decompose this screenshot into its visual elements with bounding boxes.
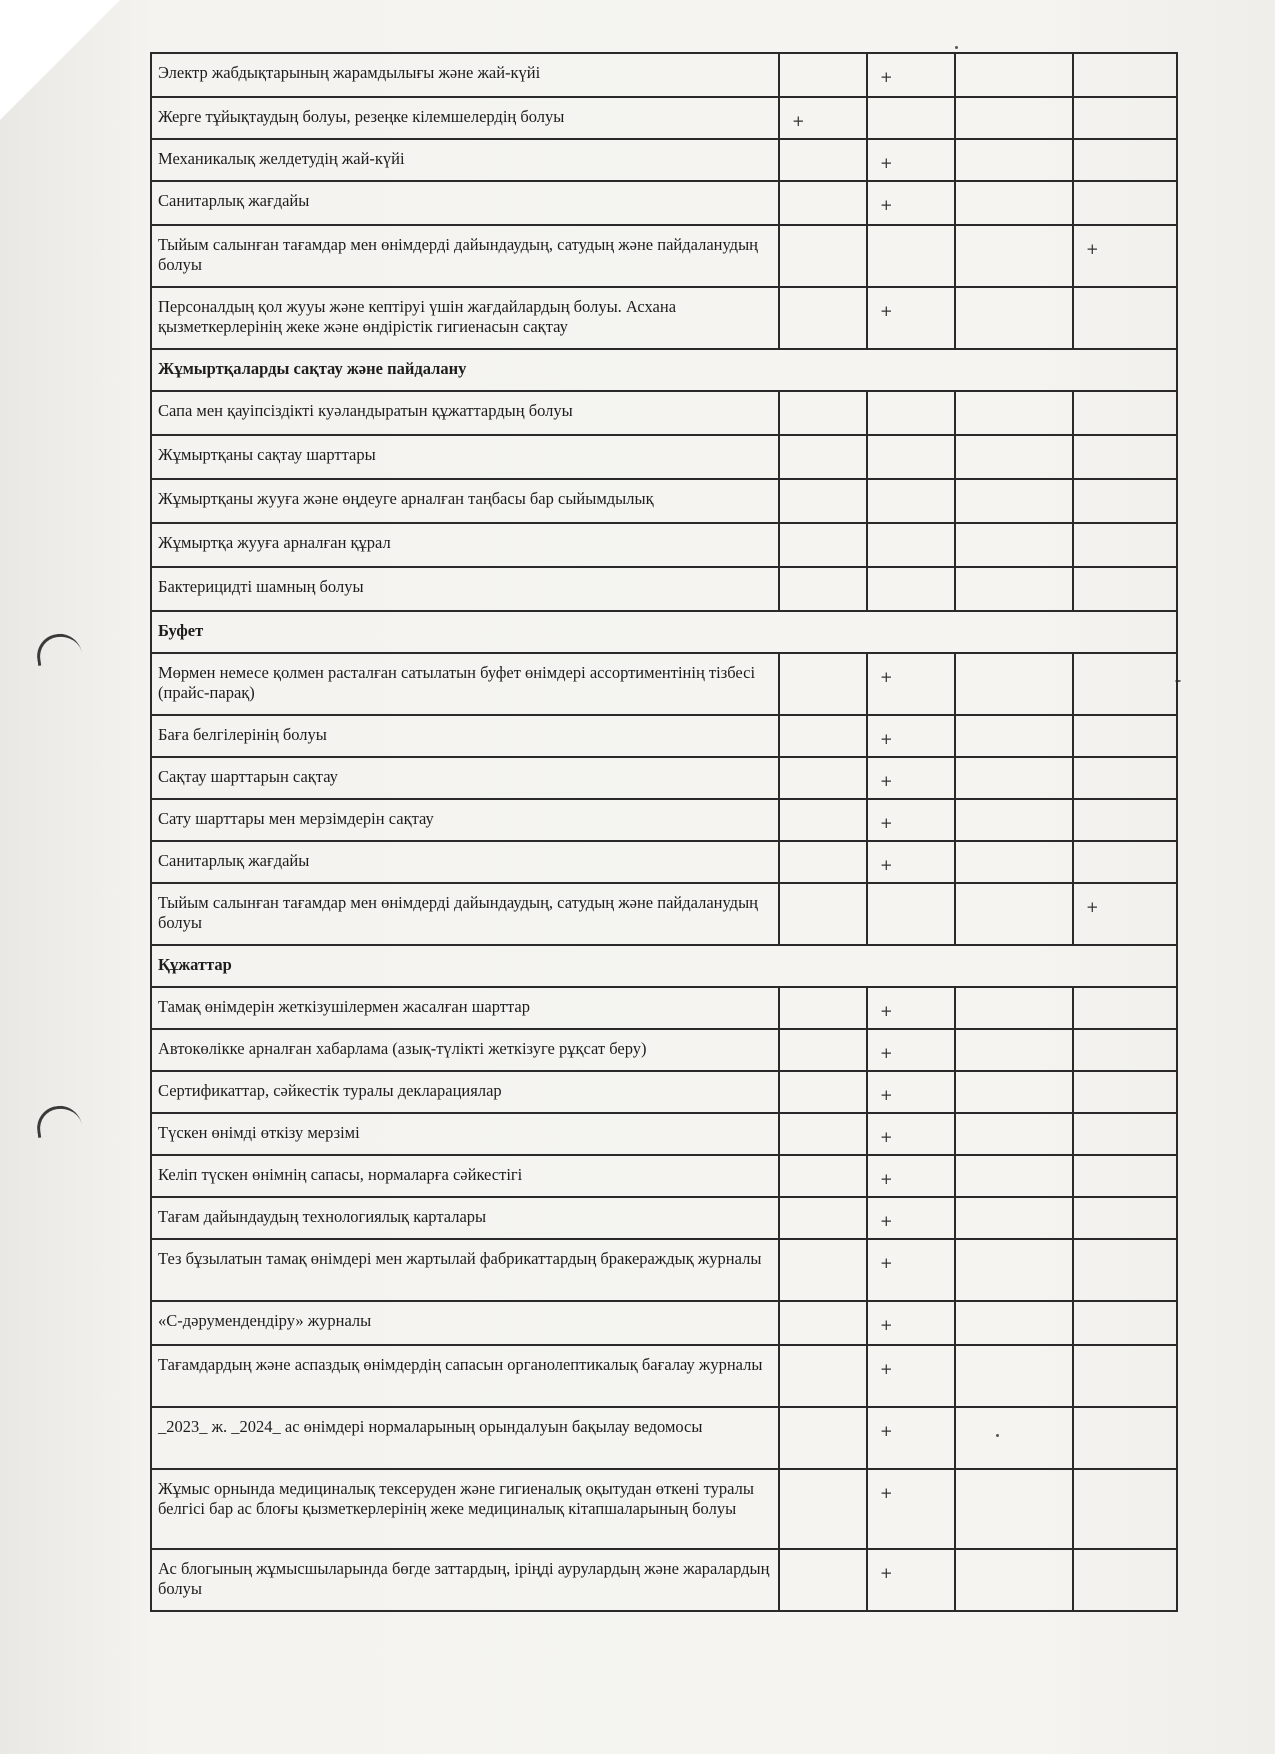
mark-cell-3 [954, 98, 1072, 138]
table-row [152, 1468, 1176, 1548]
mark-cell-1 [778, 716, 866, 756]
mark-cell-1 [778, 1346, 866, 1406]
section-heading-row [152, 348, 1176, 390]
mark-cell-3 [954, 654, 1072, 714]
folded-corner [0, 0, 120, 120]
mark-cell-1 [778, 842, 866, 882]
mark-cell-4 [1072, 480, 1176, 522]
mark-cell-4 [1072, 392, 1176, 434]
mark-cell-4 [1072, 1156, 1176, 1196]
mark-value: + [880, 154, 893, 172]
table-row [152, 52, 1176, 96]
mark-cell-1 [778, 988, 866, 1028]
mark-cell-4 [1072, 1198, 1176, 1238]
mark-cell-2 [866, 182, 954, 224]
mark-cell-2 [866, 98, 954, 138]
mark-cell-2 [866, 226, 954, 286]
table-row [152, 522, 1176, 566]
mark-cell-1 [778, 54, 866, 96]
row-label: Жерге тұйықтаудың болуы, резеңке кілемшелердің болуы [158, 107, 565, 126]
mark-cell-1 [778, 288, 866, 348]
mark-cell-3 [954, 1240, 1072, 1300]
mark-cell-1 [778, 98, 866, 138]
mark-cell-1 [778, 1302, 866, 1344]
row-label: «С-дәрумендендіру» журналы [158, 1311, 372, 1330]
mark-value: + [880, 196, 893, 214]
row-label: Жұмыртқаны сақтау шарттары [158, 445, 376, 464]
mark-cell-1 [778, 524, 866, 566]
table-row [152, 1196, 1176, 1238]
row-label: Мөрмен немесе қолмен расталған сатылатын буфет өнімдері ассортиментінің тізбесі (прайс-парақ) [158, 663, 756, 702]
table-row [152, 1154, 1176, 1196]
mark-cell-4 [1072, 1072, 1176, 1112]
mark-cell-1 [778, 654, 866, 714]
mark-cell-4 [1072, 1240, 1176, 1300]
table-row [152, 882, 1176, 944]
mark-cell-4 [1072, 568, 1176, 610]
mark-value: + [880, 1212, 893, 1230]
mark-cell-2 [866, 1030, 954, 1070]
mark-cell-4 [1072, 1302, 1176, 1344]
mark-cell-2 [866, 654, 954, 714]
row-label: Сертификаттар, сәйкестік туралы декларациялар [158, 1081, 502, 1100]
mark-cell-4 [1072, 1114, 1176, 1154]
mark-cell-2 [866, 842, 954, 882]
mark-cell-2 [866, 524, 954, 566]
mark-cell-3 [954, 800, 1072, 840]
mark-cell-3 [954, 1114, 1072, 1154]
table-row [152, 138, 1176, 180]
mark-cell-3 [954, 288, 1072, 348]
mark-cell-1 [778, 1550, 866, 1610]
table-row [152, 798, 1176, 840]
row-label: Тағам дайындаудың технологиялық карталары [158, 1207, 487, 1226]
mark-cell-3 [954, 140, 1072, 180]
table-row [152, 1112, 1176, 1154]
mark-value: + [880, 730, 893, 748]
mark-cell-4 [1072, 1030, 1176, 1070]
mark-cell-4 [1072, 98, 1176, 138]
mark-cell-4 [1072, 1550, 1176, 1610]
mark-cell-4 [1072, 988, 1176, 1028]
section-heading-row [152, 610, 1176, 652]
mark-cell-4 [1072, 140, 1176, 180]
row-label: Сату шарттары мен мерзімдерін сақтау [158, 809, 434, 828]
table-row [152, 434, 1176, 478]
mark-cell-3 [954, 988, 1072, 1028]
mark-value: + [880, 1484, 893, 1502]
mark-cell-3 [954, 226, 1072, 286]
row-label: Электр жабдықтарының жарамдылығы және жай-күйі [158, 63, 541, 82]
mark-cell-4 [1072, 800, 1176, 840]
mark-value: + [880, 1422, 893, 1440]
mark-value: + [880, 1170, 893, 1188]
mark-value: + [880, 1254, 893, 1272]
checklist-table [150, 52, 1178, 1612]
mark-cell-1 [778, 1240, 866, 1300]
mark-cell-3 [954, 1030, 1072, 1070]
row-label: Автокөлікке арналған хабарлама (азық-түлікті жеткізуге рұқсат беру) [158, 1039, 647, 1058]
mark-cell-1 [778, 1114, 866, 1154]
row-label: Тыйым салынған тағамдар мен өнімдерді дайындаудың, сатудың және пайдаланудың болуы [158, 893, 758, 932]
row-label: Тыйым салынған тағамдар мен өнімдерді дайындаудың, сатудың және пайдаланудың болуы [158, 235, 758, 274]
mark-value: + [880, 1128, 893, 1146]
mark-cell-3 [954, 758, 1072, 798]
mark-value: + [880, 1044, 893, 1062]
section-title-buffet: Буфет [158, 621, 204, 640]
table-row [152, 478, 1176, 522]
mark-cell-3 [954, 524, 1072, 566]
mark-value: + [880, 772, 893, 790]
mark-cell-2 [866, 1550, 954, 1610]
table-row [152, 1028, 1176, 1070]
mark-cell-2 [866, 54, 954, 96]
row-label: Ас блогының жұмысшыларында бөгде заттардың, іріңді аурулардың және жаралардың болуы [158, 1559, 770, 1598]
section-title-documents: Құжаттар [158, 955, 232, 974]
row-label: Келіп түскен өнімнің сапасы, нормаларға сәйкестігі [158, 1165, 523, 1184]
table-row [152, 180, 1176, 224]
mark-cell-4 [1072, 54, 1176, 96]
row-label: Сақтау шарттарын сақтау [158, 767, 338, 786]
mark-cell-2 [866, 436, 954, 478]
table-row [152, 96, 1176, 138]
mark-cell-3 [954, 480, 1072, 522]
table-row [152, 714, 1176, 756]
table-row [152, 224, 1176, 286]
mark-cell-2 [866, 1470, 954, 1548]
row-label: Санитарлық жағдайы [158, 851, 310, 870]
mark-value: + [792, 112, 805, 130]
mark-value: + [880, 1086, 893, 1104]
mark-cell-1 [778, 392, 866, 434]
table-row [152, 566, 1176, 610]
mark-value: + [880, 68, 893, 86]
scan-speck [955, 46, 958, 49]
mark-cell-2 [866, 1114, 954, 1154]
mark-cell-3 [954, 436, 1072, 478]
mark-cell-4 [1072, 1346, 1176, 1406]
row-label: Бактерицидті шамның болуы [158, 577, 364, 596]
mark-value: + [1086, 240, 1099, 258]
mark-cell-1 [778, 1156, 866, 1196]
mark-cell-3 [954, 1346, 1072, 1406]
table-row [152, 1238, 1176, 1300]
mark-cell-1 [778, 884, 866, 944]
mark-value: + [880, 1360, 893, 1378]
mark-value: + [880, 856, 893, 874]
table-row [152, 756, 1176, 798]
mark-cell-1 [778, 1470, 866, 1548]
mark-cell-2 [866, 1156, 954, 1196]
table-row [152, 1070, 1176, 1112]
mark-cell-4 [1072, 716, 1176, 756]
mark-cell-2 [866, 1240, 954, 1300]
table-row [152, 1406, 1176, 1468]
table-row [152, 390, 1176, 434]
mark-cell-1 [778, 480, 866, 522]
mark-value: + [880, 302, 893, 320]
table-row [152, 652, 1176, 714]
mark-cell-3 [954, 1302, 1072, 1344]
mark-cell-2 [866, 1302, 954, 1344]
mark-cell-1 [778, 182, 866, 224]
mark-cell-3 [954, 1072, 1072, 1112]
mark-cell-2 [866, 758, 954, 798]
mark-cell-2 [866, 1346, 954, 1406]
mark-cell-1 [778, 226, 866, 286]
mark-cell-4 [1072, 226, 1176, 286]
row-label: Персоналдың қол жууы және кептіруі үшін жағдайлардың болуы. Асхана қызметкерлерінің жеке және өндірістік гигиенасын сақтау [158, 297, 677, 336]
mark-cell-4 [1072, 654, 1176, 714]
mark-cell-2 [866, 392, 954, 434]
mark-cell-3 [954, 1198, 1072, 1238]
mark-cell-1 [778, 436, 866, 478]
row-label: Тағамдардың және аспаздық өнімдердің сапасын органолептикалық бағалау журналы [158, 1355, 763, 1374]
mark-cell-1 [778, 1030, 866, 1070]
mark-cell-4 [1072, 524, 1176, 566]
mark-cell-2 [866, 988, 954, 1028]
mark-value: + [880, 814, 893, 832]
mark-value: + [880, 1316, 893, 1334]
mark-cell-4 [1072, 436, 1176, 478]
row-label: Механикалық желдетудің жай-күйі [158, 149, 405, 168]
mark-cell-2 [866, 1072, 954, 1112]
mark-value: + [1086, 898, 1099, 916]
mark-cell-1 [778, 758, 866, 798]
mark-cell-1 [778, 800, 866, 840]
mark-cell-4 [1072, 1408, 1176, 1468]
mark-cell-1 [778, 1198, 866, 1238]
mark-cell-4 [1072, 758, 1176, 798]
mark-cell-2 [866, 568, 954, 610]
mark-value: + [880, 1002, 893, 1020]
mark-cell-3 [954, 1550, 1072, 1610]
mark-cell-2 [866, 288, 954, 348]
table-row [152, 1548, 1176, 1610]
row-label: Сапа мен қауіпсіздікті куәландыратын құжаттардың болуы [158, 401, 573, 420]
mark-cell-2 [866, 716, 954, 756]
mark-cell-3 [954, 1470, 1072, 1548]
mark-cell-3 [954, 884, 1072, 944]
row-label: Тамақ өнімдерін жеткізушілермен жасалған шарттар [158, 997, 530, 1016]
row-label: Түскен өнімді өткізу мерзімі [158, 1123, 360, 1142]
mark-cell-2 [866, 800, 954, 840]
mark-cell-4 [1072, 884, 1176, 944]
mark-cell-4 [1072, 182, 1176, 224]
mark-value: + [880, 1564, 893, 1582]
table-row [152, 1300, 1176, 1344]
section-title-eggs: Жұмыртқаларды сақтау және пайдалану [158, 359, 467, 378]
row-label: Тез бұзылатын тамақ өнімдері мен жартылай фабрикаттардың бракераждық журналы [158, 1249, 762, 1268]
mark-cell-3 [954, 842, 1072, 882]
mark-cell-4 [1072, 1470, 1176, 1548]
row-label: Жұмыртқа жууға арналған құрал [158, 533, 391, 552]
mark-cell-3 [954, 716, 1072, 756]
row-label: Санитарлық жағдайы [158, 191, 310, 210]
mark-cell-1 [778, 568, 866, 610]
mark-cell-2 [866, 884, 954, 944]
mark-value: + [880, 668, 893, 686]
mark-cell-2 [866, 1408, 954, 1468]
table-row [152, 986, 1176, 1028]
mark-cell-1 [778, 1072, 866, 1112]
table-row [152, 840, 1176, 882]
row-label: Жұмыртқаны жууға және өңдеуге арналған таңбасы бар сыйымдылық [158, 489, 654, 508]
mark-cell-2 [866, 140, 954, 180]
mark-cell-3 [954, 182, 1072, 224]
mark-cell-3 [954, 1408, 1072, 1468]
mark-cell-1 [778, 140, 866, 180]
mark-cell-3 [954, 568, 1072, 610]
mark-cell-4 [1072, 842, 1176, 882]
row-label: _2023_ ж. _2024_ ас өнімдері нормаларының орындалуын бақылау ведомосы [158, 1417, 703, 1436]
row-label: Жұмыс орнында медициналық тексеруден және гигиеналық оқытудан өткені туралы белгісі бар ас блоғы қызметкерлерінің жеке медициналық кітапшаларының болуы [158, 1479, 754, 1518]
mark-cell-3 [954, 1156, 1072, 1196]
mark-cell-3 [954, 392, 1072, 434]
mark-cell-4 [1072, 288, 1176, 348]
table-row [152, 286, 1176, 348]
row-label: Баға белгілерінің болуы [158, 725, 327, 744]
section-heading-row [152, 944, 1176, 986]
table-row [152, 1344, 1176, 1406]
mark-cell-2 [866, 1198, 954, 1238]
mark-cell-3 [954, 54, 1072, 96]
mark-cell-2 [866, 480, 954, 522]
mark-cell-1 [778, 1408, 866, 1468]
